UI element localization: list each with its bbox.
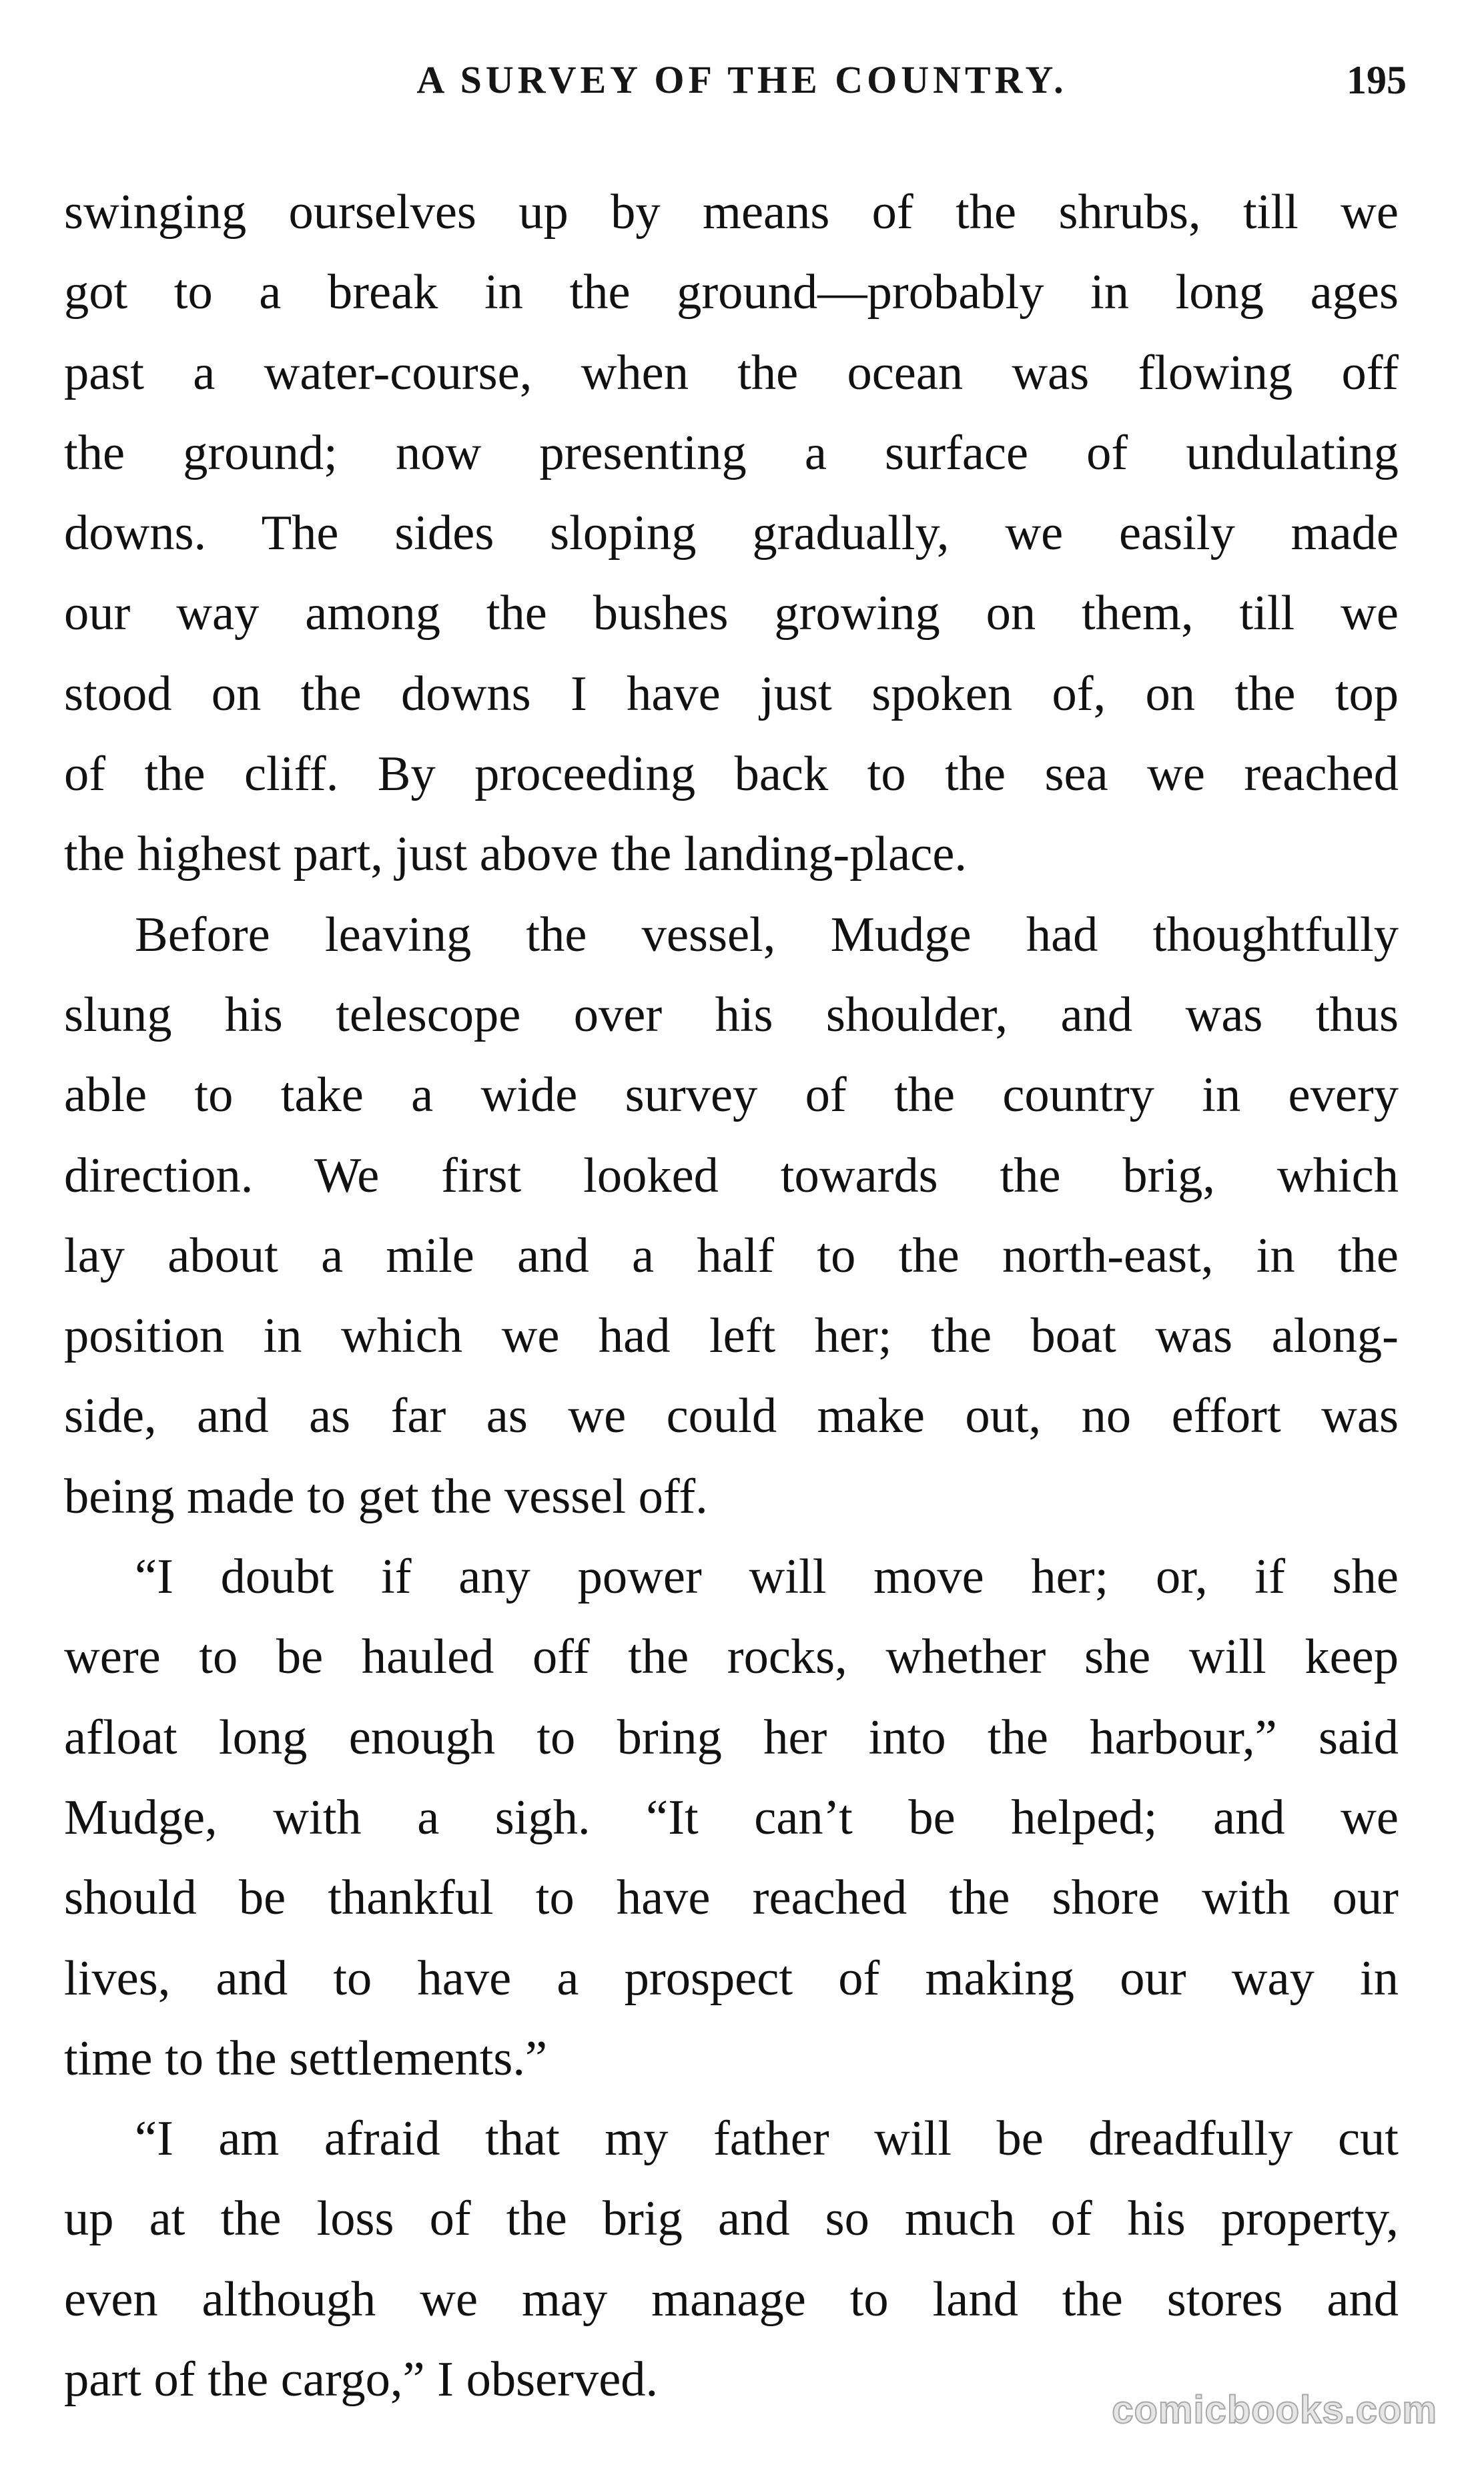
- text-line: afloat long enough to bring her into the harbour,” said: [64, 1710, 1399, 1765]
- text-line: side, and as far as we could make out, no effort was: [64, 1389, 1399, 1444]
- text-line: part of the cargo,” I observed.: [64, 2352, 659, 2408]
- text-line: past a water-course, when the ocean was flowing off: [64, 345, 1399, 400]
- running-title: A SURVEY OF THE COUNTRY.: [416, 58, 1068, 101]
- text-line: up at the loss of the brig and so much of his property,: [64, 2191, 1399, 2247]
- text-line: should be thankful to have reached the shore with our: [64, 1870, 1399, 1926]
- text-line: able to take a wide survey of the country in every: [64, 1068, 1399, 1123]
- text-line: Mudge, with a sigh. “It can’t be helped; and we: [64, 1790, 1399, 1845]
- text-line: the ground; now presenting a surface of undulating: [64, 425, 1399, 480]
- body-text: [64, 172, 1399, 2420]
- text-line: were to be hauled off the rocks, whether she will keep: [64, 1630, 1399, 1685]
- text-line: Before leaving the vessel, Mudge had thoughtfully: [135, 907, 1399, 962]
- text-line: got to a break in the ground—probably in long ages: [64, 265, 1399, 320]
- text-line: being made to get the vessel off.: [64, 1469, 708, 1524]
- text-line: “I am afraid that my father will be dreadfully cut: [135, 2111, 1399, 2167]
- text-line: direction. We first looked towards the brig, which: [64, 1148, 1399, 1203]
- text-line: lay about a mile and a half to the north-east, in the: [64, 1228, 1399, 1283]
- watermark: comicbooks.com: [1112, 2388, 1437, 2432]
- text-line: even although we may manage to land the stores and: [64, 2271, 1399, 2327]
- text-line: position in which we had left her; the boat was along-: [64, 1309, 1399, 1364]
- text-line: the highest part, just above the landing-place.: [64, 827, 968, 882]
- text-line: swinging ourselves up by means of the shrubs, till we: [64, 185, 1399, 240]
- text-line: downs. The sides sloping gradually, we easily made: [64, 506, 1399, 561]
- text-line: our way among the bushes growing on them, till we: [64, 586, 1399, 641]
- text-line: time to the settlements.”: [64, 2031, 548, 2086]
- text-line: lives, and to have a prospect of making our way in: [64, 1950, 1399, 2006]
- running-head: [0, 57, 1484, 117]
- text-line: stood on the downs I have just spoken of, on the top: [64, 666, 1399, 721]
- text-line: slung his telescope over his shoulder, and was thus: [64, 987, 1399, 1042]
- page-number: 195: [1347, 58, 1407, 102]
- text-line: of the cliff. By proceeding back to the sea we reached: [64, 747, 1399, 802]
- text-line: “I doubt if any power will move her; or, if she: [135, 1549, 1399, 1605]
